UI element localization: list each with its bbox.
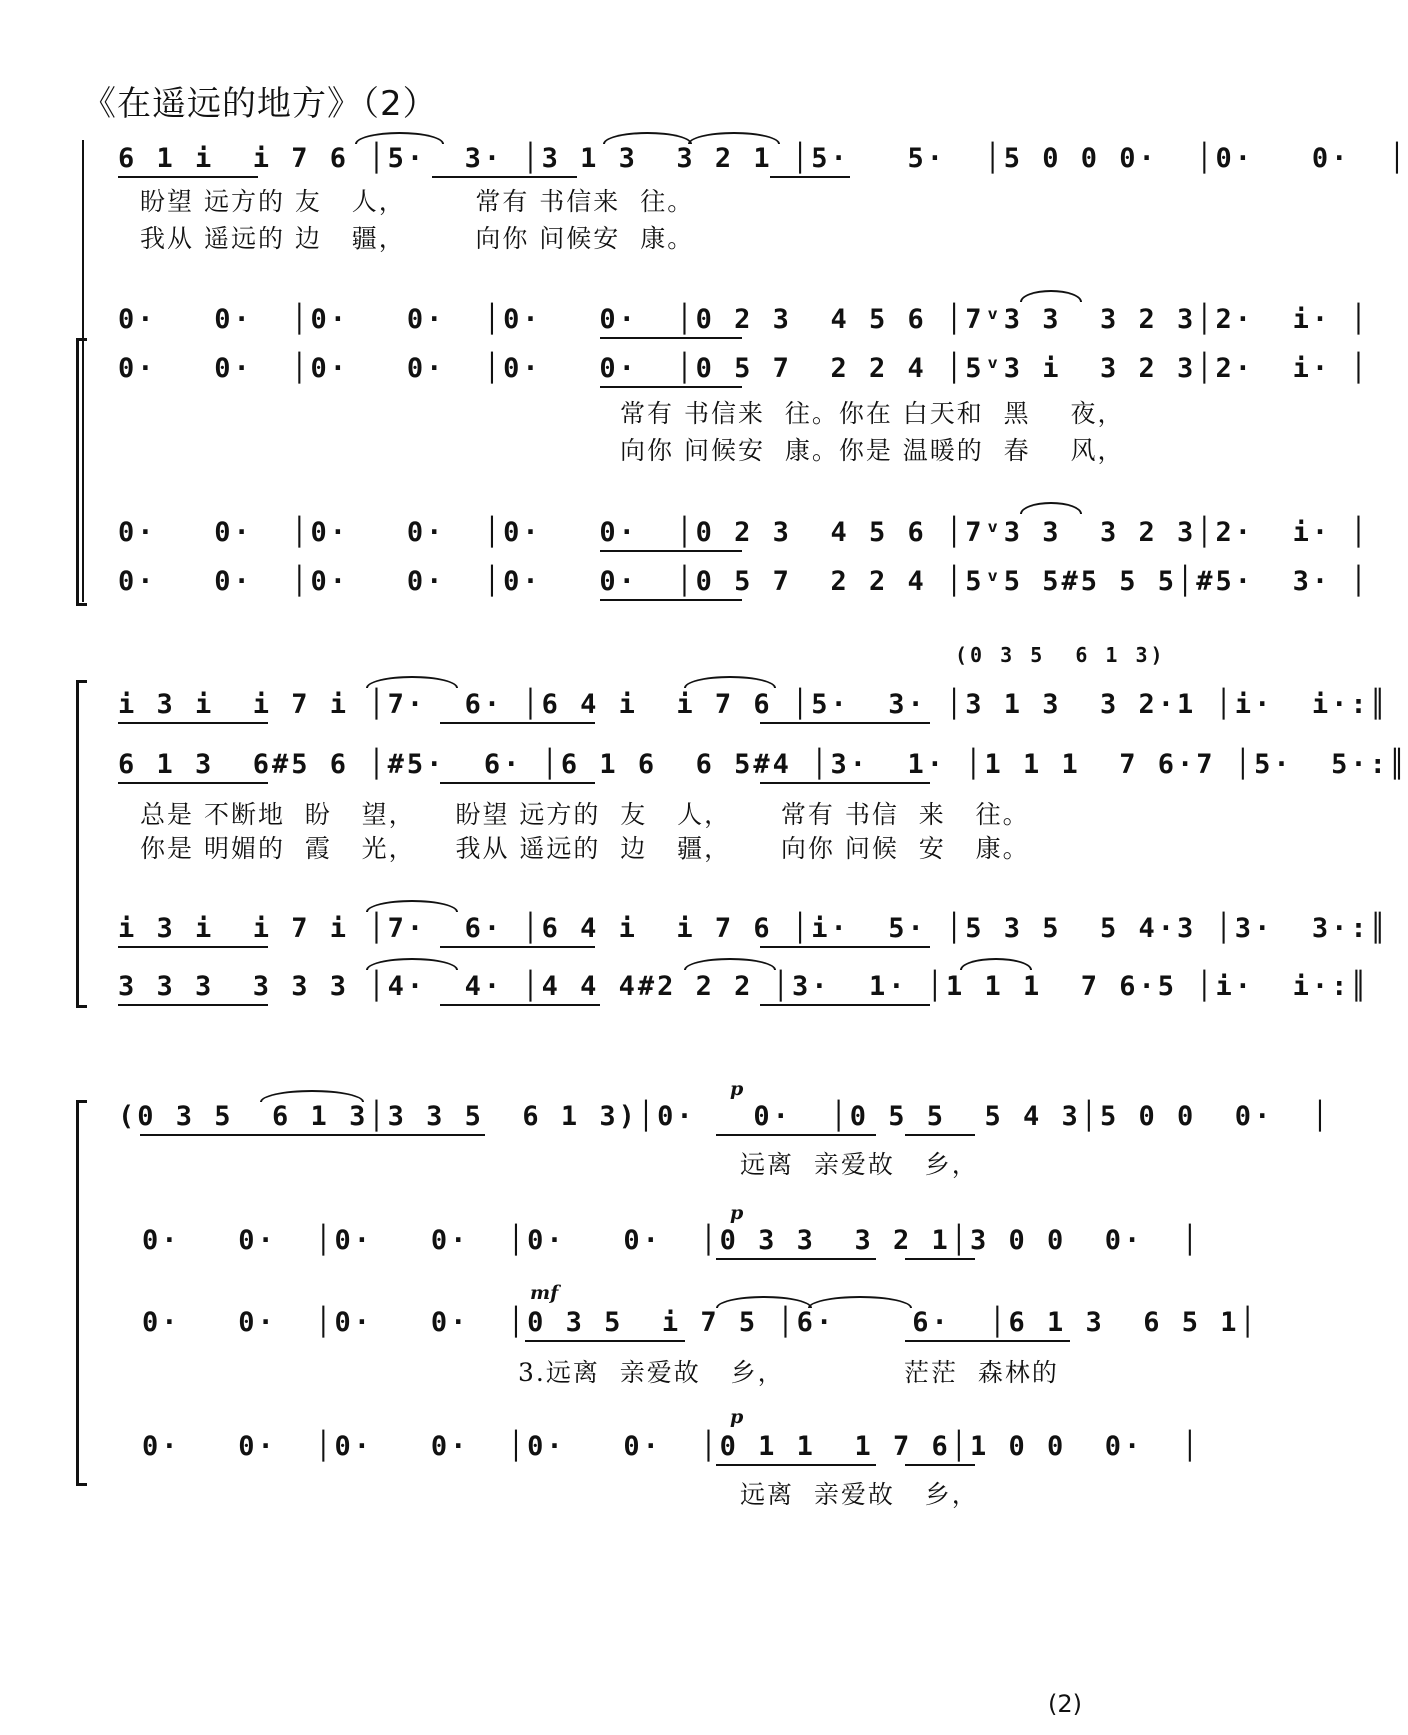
- beam: [118, 176, 258, 178]
- tie: [684, 676, 776, 688]
- page-title: 《在遥远的地方》（2）: [82, 84, 438, 124]
- tie: [716, 1296, 812, 1308]
- beam: [440, 946, 595, 948]
- lyric-line: 你是 明媚的 霞 光， 我从 遥远的 边 疆， 向你 问候 安 康。: [140, 834, 1030, 863]
- staff-line: 0· 0· │0· 0· │0· 0· │0 5 7 2 2 4 │5ᵛ3 i 3 2 3│2· i· │: [118, 353, 1370, 384]
- lyric-line: 常有 书信来 往。你在 白天和 黑 夜，: [620, 399, 1125, 428]
- beam: [440, 1004, 600, 1006]
- beam: [600, 386, 742, 388]
- tie: [684, 958, 776, 970]
- tie: [260, 1090, 364, 1102]
- beam: [905, 1340, 1070, 1342]
- lyric-line: 远离 亲爱故 乡，: [740, 1480, 979, 1509]
- beam: [716, 1258, 876, 1260]
- beam: [600, 599, 742, 601]
- tie: [960, 958, 1032, 970]
- intro-figure: (0 3 5 6 1 3): [955, 643, 1166, 667]
- beam: [716, 1134, 876, 1136]
- tie: [603, 132, 692, 144]
- system1-brace: [76, 338, 87, 606]
- beam: [600, 337, 742, 339]
- beam: [716, 1464, 876, 1466]
- staff-line: 0· 0· │0· 0· │0· 0· │0 2 3 4 5 6 │7ᵛ3 3 3 2 3│2· i· │: [118, 304, 1370, 335]
- beam: [760, 722, 930, 724]
- staff-line: 6 1 3 6#5 6 │#5· 6· │6 1 6 6 5#4 │3· 1· │1 1 1 7 6·7 │5· 5·:║: [118, 749, 1408, 780]
- lyric-line: 我从 遥远的 边 疆， 向你 问候安 康。: [140, 224, 695, 253]
- tie: [366, 958, 458, 970]
- dynamic-mark: p: [730, 1078, 744, 1100]
- lyric-line: 向你 问候安 康。你是 温暖的 春 风，: [620, 436, 1125, 465]
- tie: [688, 132, 780, 144]
- beam: [118, 782, 268, 784]
- lyric-line: 总是 不断地 盼 望， 盼望 远方的 友 人， 常有 书信 来 往。: [140, 800, 1030, 829]
- lyric-line: 远离 亲爱故 乡，: [740, 1150, 979, 1179]
- beam: [525, 1340, 685, 1342]
- page-number: (2): [1048, 1690, 1082, 1718]
- staff-line: 0· 0· │0· 0· │0 3 5 i 7 5 │6· 6· │6 1 3 6 5 1│: [142, 1307, 1259, 1338]
- staff-line: i 3 i i 7 i │7· 6· │6 4 i i 7 6 │5· 3· │3 1 3 3 2·1 │i· i·:║: [118, 689, 1389, 720]
- beam: [118, 946, 268, 948]
- dynamic-mark: p: [730, 1202, 744, 1224]
- tie: [366, 900, 458, 912]
- beam: [905, 1134, 975, 1136]
- tie: [1020, 290, 1082, 302]
- beam: [760, 1004, 930, 1006]
- lyric-line: 盼望 远方的 友 人， 常有 书信来 往。: [140, 187, 695, 216]
- staff-line: 3 3 3 3 3 3 │4· 4· │4 4 4#2 2 2 │3· 1· │1 1 1 7 6·5 │i· i·:║: [118, 971, 1370, 1002]
- beam: [440, 722, 595, 724]
- beam: [600, 550, 742, 552]
- staff-line: 6 1 i i 7 6 │5· 3· │3 1 3 3 2 1 │5· 5· │5 0 0 0· │0· 0· │: [118, 143, 1408, 174]
- staff-line: (0 3 5 6 1 3│3 3 5 6 1 3)│0· 0· │0 5 5 5 4 3│5 0 0 0· │: [118, 1101, 1332, 1132]
- beam: [440, 782, 595, 784]
- staff-line: 0· 0· │0· 0· │0· 0· │0 5 7 2 2 4 │5ᵛ5 5#5 5 5│#5· 3· │: [118, 566, 1370, 597]
- beam: [140, 1134, 485, 1136]
- tie: [355, 132, 444, 144]
- beam: [118, 1004, 268, 1006]
- beam: [760, 782, 930, 784]
- dynamic-mark: p: [730, 1406, 744, 1428]
- lyric-line: 3.远离 亲爱故 乡， 茫茫 森林的: [518, 1358, 1059, 1387]
- tie: [366, 676, 458, 688]
- tie: [1020, 502, 1082, 514]
- beam: [760, 946, 930, 948]
- staff-line: i 3 i i 7 i │7· 6· │6 4 i i 7 6 │i· 5· │5 3 5 5 4·3 │3· 3·:║: [118, 913, 1389, 944]
- beam: [432, 176, 577, 178]
- dynamic-mark: mf: [530, 1282, 559, 1304]
- staff-line: 0· 0· │0· 0· │0· 0· │0 2 3 4 5 6 │7ᵛ3 3 3 2 3│2· i· │: [118, 517, 1370, 548]
- beam: [770, 176, 850, 178]
- beam: [905, 1258, 975, 1260]
- tie: [808, 1296, 912, 1308]
- staff-line: 0· 0· │0· 0· │0· 0· │0 1 1 1 7 6│1 0 0 0· │: [142, 1431, 1202, 1462]
- system2-brace: [76, 680, 87, 1008]
- system3-brace: [76, 1100, 87, 1486]
- staff-line: 0· 0· │0· 0· │0· 0· │0 3 3 3 2 1│3 0 0 0· │: [142, 1225, 1202, 1256]
- beam: [118, 722, 268, 724]
- beam: [905, 1464, 975, 1466]
